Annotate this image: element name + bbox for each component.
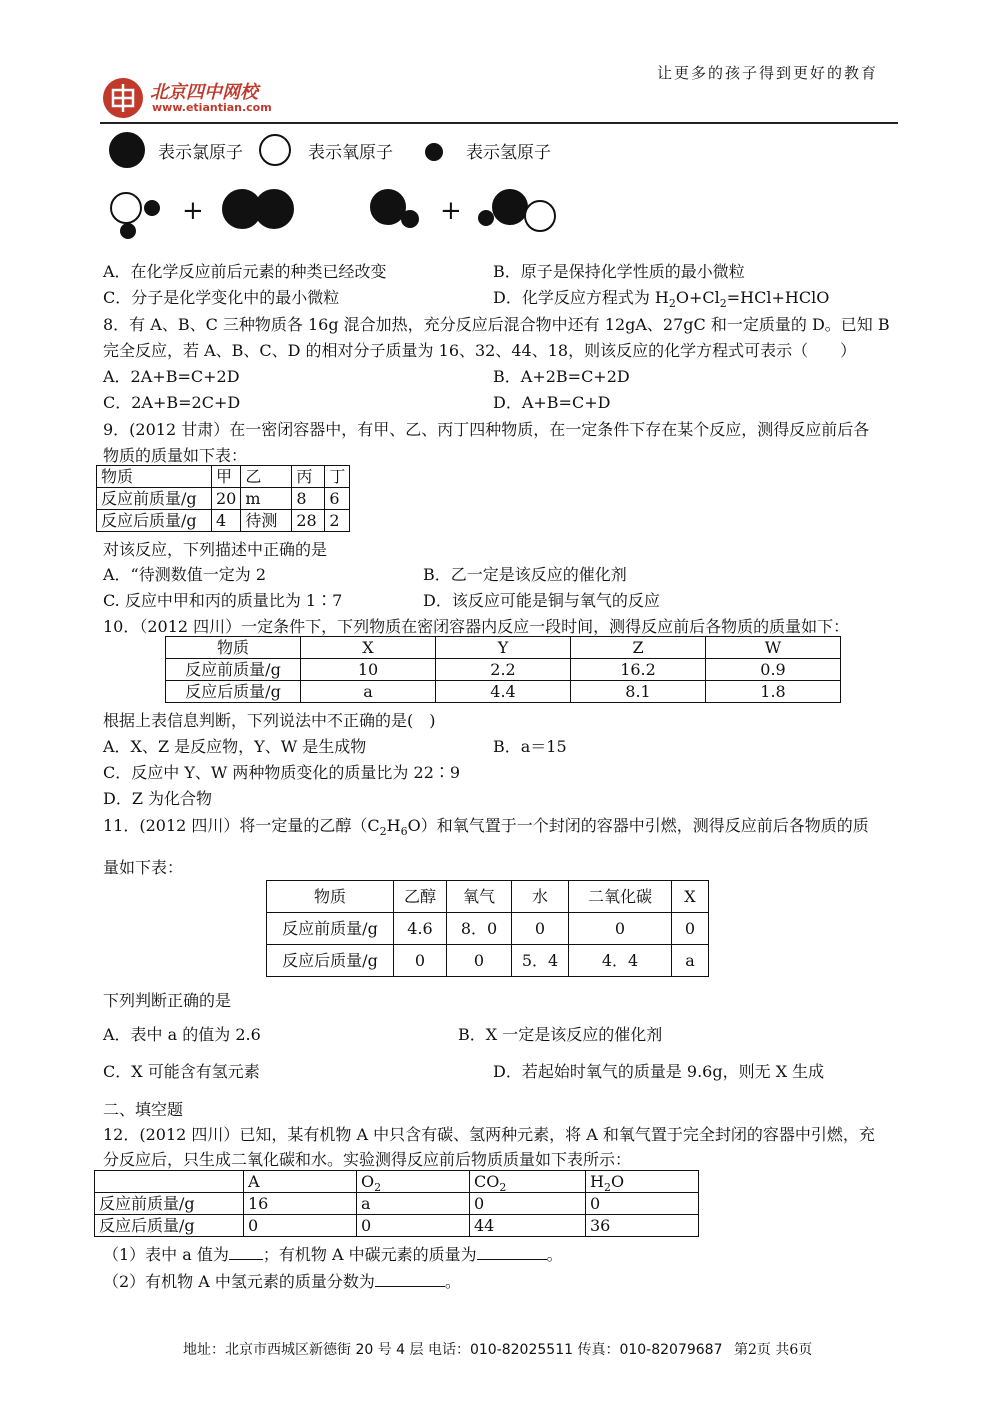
header-rule [100, 122, 898, 124]
header-slogan: 让更多的孩子得到更好的教育 [657, 64, 879, 82]
table-cell: 二氧化碳 [569, 881, 672, 913]
answer-blank[interactable] [477, 1259, 547, 1260]
table-row [267, 945, 709, 977]
table-cell [95, 1171, 244, 1193]
q10-prompt: 根据上表信息判断，下列说法中不正确的是( ) [103, 711, 436, 730]
water-molecule-icon [106, 184, 166, 244]
answer-blank[interactable] [229, 1259, 263, 1260]
hydrogen-atom-icon [422, 140, 446, 164]
table-cell: 0 [394, 945, 447, 977]
table-cell: 乙醇 [394, 881, 447, 913]
q9-option-c: C. 反应中甲和丙的质量比为 1∶7 [103, 591, 343, 610]
table-row [166, 681, 841, 703]
q9-table [96, 465, 350, 532]
table-row [267, 881, 709, 913]
table-cell: 8 [292, 488, 325, 510]
logo-url: www.etiantian.com [152, 101, 272, 114]
section-heading: 二、填空题 [103, 1100, 184, 1119]
q9-prompt: 对该反应，下列描述中正确的是 [103, 540, 328, 559]
table-cell: 反应后质量/g [97, 510, 212, 532]
q9-line2: 物质的质量如下表： [103, 446, 248, 465]
table-cell: 8．0 [447, 913, 512, 945]
table-cell: 水 [512, 881, 569, 913]
q12-s2-pre: （2）有机物 A 中氢元素的质量分数为 [103, 1272, 375, 1291]
table-row [97, 466, 350, 488]
q11-option-d: D．若起始时氧气的质量是 9.6g，则无 X 生成 [493, 1062, 825, 1081]
q11-table [266, 880, 709, 977]
table-cell: 反应前质量/g [97, 488, 212, 510]
chlorine-atom-icon [105, 128, 149, 172]
q8-option-a: A．2A+B=C+2D [103, 367, 240, 386]
table-cell: A [244, 1171, 357, 1193]
table-cell: 2.2 [436, 659, 571, 681]
q11-l1-pre: 11．(2012 四川）将一定量的乙醇（C [103, 816, 380, 835]
q7-d-pre: D．化学反应方程式为 H [493, 288, 669, 307]
table-cell: 反应后质量/g [166, 681, 301, 703]
logo-emblem-icon [102, 76, 146, 120]
table-cell: 丁 [325, 466, 350, 488]
table-cell: 0.9 [706, 659, 841, 681]
h2o-h-label: H [590, 1172, 604, 1191]
table-cell: 16.2 [571, 659, 706, 681]
table-cell: 6 [325, 488, 350, 510]
table-cell: X [301, 637, 436, 659]
table-cell: a [672, 945, 709, 977]
footer-page: 第2页 共6页 [734, 1342, 813, 1358]
table-cell: 0 [447, 945, 512, 977]
table-cell: 物质 [267, 881, 394, 913]
table-cell: 甲 [212, 466, 241, 488]
table-cell: Z [571, 637, 706, 659]
table-row [95, 1193, 699, 1215]
table-cell: a [357, 1193, 470, 1215]
table-cell: 反应后质量/g [95, 1215, 244, 1237]
q10-option-b: B．a＝15 [493, 737, 567, 756]
table-cell: 0 [512, 913, 569, 945]
table-cell: 4 [212, 510, 241, 532]
q12-line2: 分反应后，只生成二氧化碳和水。实验测得反应前后物质质量如下表所示： [103, 1150, 632, 1169]
table-cell: 0 [244, 1215, 357, 1237]
q9-option-a: A．“待测数值一定为 2 [103, 565, 267, 584]
q10-option-a: A．X、Z 是反应物，Y、W 是生成物 [103, 737, 367, 756]
table-row [166, 637, 841, 659]
oxygen-atom-icon [255, 130, 295, 170]
table-row [95, 1215, 699, 1237]
table-cell: $H_2O$ [586, 1171, 699, 1193]
table-cell: Y [436, 637, 571, 659]
table-cell: 丙 [292, 466, 325, 488]
logo-text: 北京四中网校 [150, 82, 258, 103]
table-cell: 4.4 [436, 681, 571, 703]
table-cell: 4.6 [394, 913, 447, 945]
table-cell: 反应前质量/g [267, 913, 394, 945]
table-row [267, 913, 709, 945]
q8-option-c: C．2A+B=2C+D [103, 393, 241, 412]
table-cell: 5．4 [512, 945, 569, 977]
table-cell: 反应后质量/g [267, 945, 394, 977]
q11-l1-post: O）和氧气置于一个封闭的容器中引燃，测得反应前后各物质的质 [407, 816, 869, 835]
q10-line1: 10．（2012 四川）一定条件下，下列物质在密闭容器内反应一段时间，测得反应前后各物质的质量如下： [103, 617, 850, 636]
q10-option-c: C．反应中 Y、W 两种物质变化的质量比为 22∶9 [103, 763, 461, 782]
q9-option-d: D．该反应可能是铜与氧气的反应 [423, 591, 660, 610]
table-cell: 36 [586, 1215, 699, 1237]
q8-option-b: B．A+2B=C+2D [493, 367, 630, 386]
q10-table [165, 636, 841, 703]
table-cell: 0 [470, 1193, 586, 1215]
q7-option-d: D．化学反应方程式为 $H_2O+Cl_2=HCl+HClO$ [493, 288, 830, 311]
q11-option-a: A．表中 a 的值为 2.6 [103, 1025, 261, 1044]
q11-option-b: B．X 一定是该反应的催化剂 [458, 1025, 663, 1044]
table-cell: 8.1 [571, 681, 706, 703]
table-cell: 16 [244, 1193, 357, 1215]
q8-option-d: D．A+B=C+D [493, 393, 611, 412]
table-row [97, 510, 350, 532]
q12-table [94, 1170, 699, 1237]
table-cell: 28 [292, 510, 325, 532]
legend-cl: 表示氯原子 [158, 143, 243, 163]
table-cell: 物质 [166, 637, 301, 659]
q7-option-c: C．分子是化学变化中的最小微粒 [103, 288, 340, 307]
q9-line1: 9．(2012 甘肃）在一密闭容器中，有甲、乙、丙丁四种物质，在一定条件下存在某个反应，测得反应前后各 [103, 420, 870, 439]
q8-line2: 完全反应，若 A、B、C、D 的相对分子质量为 16、32、44、18，则该反应的化学方程式可表示（ ） [103, 341, 857, 360]
q11-prompt: 下列判断正确的是 [103, 991, 232, 1010]
q7-d-mid: O+Cl [675, 288, 720, 307]
hcl-molecule-icon [366, 185, 426, 235]
table-cell: 4．4 [569, 945, 672, 977]
table-cell: 待测 [241, 510, 292, 532]
table-cell: 10 [301, 659, 436, 681]
table-cell: $CO_2$ [470, 1171, 586, 1193]
table-cell: 反应前质量/g [95, 1193, 244, 1215]
chlorine-molecule-icon [220, 185, 300, 235]
legend-h: 表示氢原子 [466, 143, 551, 163]
table-cell: 1.8 [706, 681, 841, 703]
table-cell: 44 [470, 1215, 586, 1237]
q10-option-d: D．Z 为化合物 [103, 789, 213, 808]
q12-s1-mid: ；有机物 A 中碳元素的质量为 [262, 1245, 477, 1264]
table-cell: X [672, 881, 709, 913]
q8-line1: 8．有 A、B、C 三种物质各 16g 混合加热，充分反应后混合物中还有 12gA、27gC 和一定质量的 D。已知 B [103, 315, 890, 334]
table-row [97, 488, 350, 510]
o2-label: O [361, 1172, 375, 1191]
table-cell: W [706, 637, 841, 659]
footer-address: 地址：北京市西城区新德街 20 号 4 层 电话：010-82025511 传真：010-82079687 [183, 1342, 723, 1358]
q12-s2-end: 。 [444, 1272, 461, 1291]
table-cell: 0 [672, 913, 709, 945]
table-cell: 氧气 [447, 881, 512, 913]
table-cell: a [301, 681, 436, 703]
q12-s1-pre: （1）表中 a 值为 [103, 1245, 229, 1264]
table-cell: 乙 [241, 466, 292, 488]
table-cell: 0 [357, 1215, 470, 1237]
q11-l1-h: H [386, 816, 401, 835]
co2-label: CO [474, 1172, 500, 1191]
plus-sign-2: + [440, 196, 462, 226]
q12-subq2 [103, 1269, 461, 1292]
q7-d-post: =HCl+HClO [726, 288, 830, 307]
table-cell: $O_2$ [357, 1171, 470, 1193]
q12-s1-end: 。 [546, 1245, 563, 1264]
table-cell: 0 [569, 913, 672, 945]
logo [102, 76, 302, 120]
q11-line2: 量如下表： [103, 858, 184, 877]
table-cell: 反应前质量/g [166, 659, 301, 681]
hclo-molecule-icon [474, 185, 564, 235]
q12-line1: 12．(2012 四川）已知，某有机物 A 中只含有碳、氢两种元素，将 A 和氧气置于完全封闭的容器中引燃，充 [103, 1125, 875, 1144]
table-cell: 0 [586, 1193, 699, 1215]
table-row [95, 1171, 699, 1193]
legend-o: 表示氧原子 [308, 143, 393, 163]
q11-option-c: C．X 可能含有氢元素 [103, 1062, 260, 1081]
table-cell: 物质 [97, 466, 212, 488]
table-cell: 2 [325, 510, 350, 532]
q7-option-a: A．在化学反应前后元素的种类已经改变 [103, 262, 387, 281]
answer-blank[interactable] [375, 1286, 445, 1287]
h2o-o-label: O [610, 1172, 625, 1191]
table-cell: m [241, 488, 292, 510]
q7-option-b: B．原子是保持化学性质的最小微粒 [493, 262, 745, 281]
q12-subq1 [103, 1242, 563, 1265]
plus-sign: + [182, 196, 204, 226]
table-cell: 20 [212, 488, 241, 510]
q11-line1: 11．(2012 四川）将一定量的乙醇$(C_2H_6O)$和氧气置于一个封闭的容器中引燃，测得反应前后各物质的质 [103, 816, 869, 839]
q9-option-b: B．乙一定是该反应的催化剂 [423, 565, 627, 584]
table-row [166, 659, 841, 681]
